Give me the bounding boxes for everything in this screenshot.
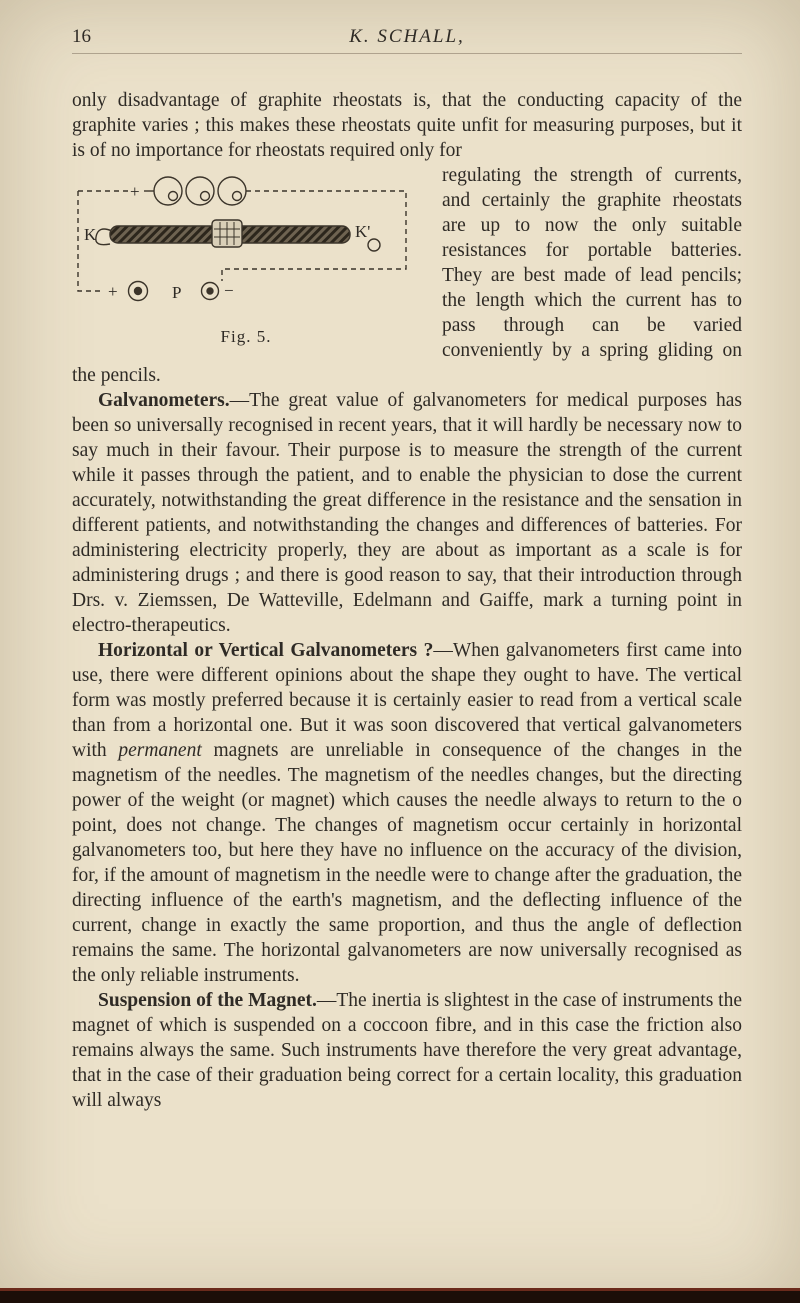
paragraph-text: —The inertia is slightest in the case of instruments the magnet of which is suspended on a coccoon fibre, and in this case the friction also remains always the same. Such instruments have therefore the very great advantage, that in the case of their graduation being correct for a certain locality, this graduation will always xyxy=(72,990,742,1111)
paragraph-continuation-lead xyxy=(72,88,742,163)
sliding-spring-contact xyxy=(212,220,242,247)
plus-bottom-label: + xyxy=(108,282,118,301)
italic-word: permanent xyxy=(118,740,202,761)
page-number: 16 xyxy=(72,26,91,47)
paragraph-text: only disadvantage of graphite rheostats is, that the conducting capacity of the graphite varies ; this makes these rheostats quite unfit for measuring purposes, but it is of no importance for rheostats required only for xyxy=(72,90,742,161)
paragraph-text: magnets are unreliable in consequence of the changes in the magnetism of the needles. The magnetism of the needles changes, but the directing power of the weight (or magnet) which causes the needle always to return to the o point, does not change. The changes of magnetism occur certainly in horizontal galvanometers too, but here they have no influence on the accuracy of the division, for, if the amount of magnetism in the needle were to change after the graduation, the directing influence of the earth's magnetism, and the deflecting influence of the current, change in exactly the same proportion, and thus the angle of deflection remains the same. The horizontal galvanometers are now universally recognised as the only reliable instruments. xyxy=(72,740,742,986)
paragraph-text: —The great value of galvanometers for medical purposes has been so universally recognised in recent years, that it will hardly be necessary now to say much in their favour. Their purpose is to measure the strength of the current while it passes through the patient, and to enable the physician to dose the current accurately, notwithstanding the great difference in the resistance and the sensation in different patients, and notwithstanding the changes and differences of batteries. For administering electricity properly, they are about as important as a scale is for administering drugs ; and there is good reason to say, that their introduction through Drs. v. Ziemssen, De Watteville, Edelmann and Gaiffe, mark a turning point in electro-therapeutics. xyxy=(72,390,742,636)
paragraph-heading: Suspension of the Magnet. xyxy=(98,990,317,1011)
figure-5-circuit-diagram xyxy=(72,169,420,319)
paragraph-heading: Horizontal or Vertical Galvanometers ? xyxy=(98,640,434,661)
paragraph-horizontal-vertical xyxy=(72,638,742,988)
page-body xyxy=(72,88,742,1113)
p-terminal-label: P xyxy=(172,283,182,302)
k-right-label: K' xyxy=(355,222,371,241)
running-title: K. SCHALL, xyxy=(349,26,465,47)
paragraph-galvanometers xyxy=(72,388,742,638)
bottom-scan-edge xyxy=(0,1288,800,1303)
plus-top-label: + xyxy=(130,182,140,201)
paragraph-text: —When galvanometers first came into use, there were different opinions about the shape they ought to have. The vertical form was mostly preferred because it is certainly easier to read from a vertical scale than from a horizontal one. But it was soon discovered that vertical galvanometers with xyxy=(72,640,742,761)
figure-5 xyxy=(72,169,420,349)
paragraph-heading: Galvanometers. xyxy=(98,390,230,411)
battery-cells xyxy=(154,177,246,205)
k-left-label: K xyxy=(84,225,97,244)
paragraph-text: regulating the strength of currents, and certainly the graphite rheostats are up to now the only suitable resistances for portable batteries. They are best made of lead pencils; the length which the current has to pass through can be varied conveniently by a spring gliding on the pencils. xyxy=(72,165,742,386)
figure-caption: Fig. 5. xyxy=(220,327,272,346)
paragraph-suspension xyxy=(72,988,742,1113)
page-header xyxy=(72,26,742,54)
minus-label: − xyxy=(224,281,234,300)
